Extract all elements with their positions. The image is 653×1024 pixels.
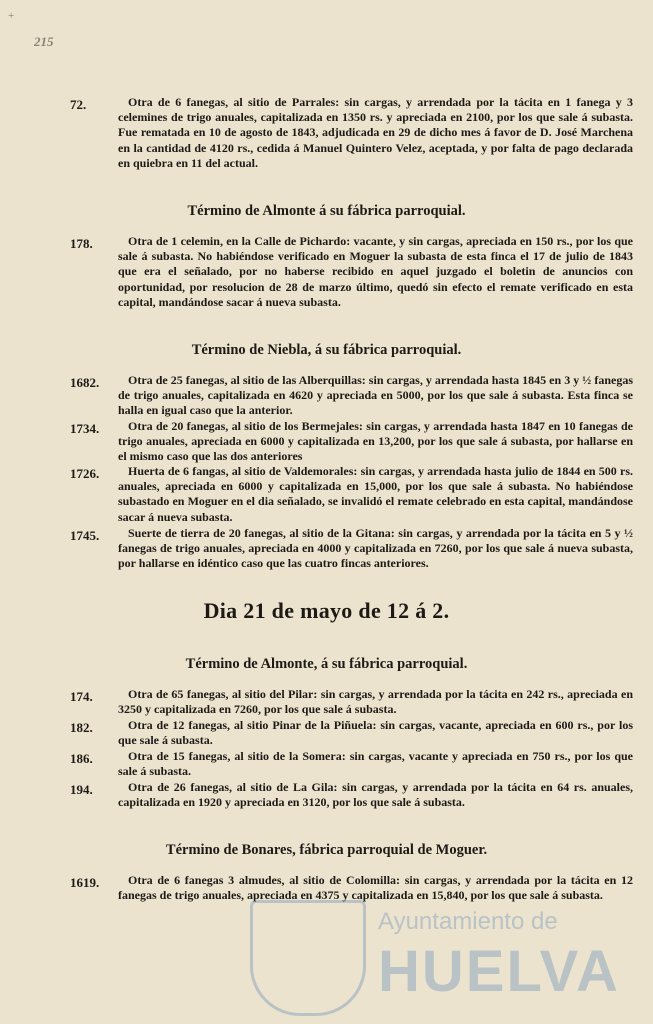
entry-text: Otra de 12 fanegas, al sitio Pinar de la Piñuela: sin cargas, vacante, apreciada en 600 rs., por los que sale á subasta.: [118, 718, 633, 748]
entry-number: 178.: [70, 236, 93, 251]
entry-number: 1745.: [70, 528, 100, 543]
entry-text: Otra de 6 fanegas 3 almudes, al sitio de Colomilla: sin cargas, y arrendada por la tácita en 12 fanegas de trigo anuales, apreciada en 4375 y capitalizada en 15,840, por los que sale á subasta.: [118, 873, 633, 903]
entry-text: Huerta de 6 fangas, al sitio de Valdemorales: sin cargas, y arrendada hasta julio de 1844 en 500 rs. anuales, apreciada en 6000 y capitalizada en 15,000, por los que sale á subasta. No habiéndose subastado en Moguer en el dia señalado, se invalidó el remate celebrado en esta capital, mandándose sacar á nueva subasta.: [118, 464, 633, 524]
day-heading: Dia 21 de mayo de 12 á 2.: [203, 598, 450, 623]
section-heading: Término de Bonares, fábrica parroquial de Moguer.: [165, 842, 488, 858]
watermark-line1: Ayuntamiento de: [378, 908, 558, 935]
handwritten-page-number: 215: [34, 34, 54, 49]
section-heading: Término de Niebla, á su fábrica parroquial.: [191, 342, 462, 358]
entry-number: 182.: [70, 720, 93, 735]
entry-text: Otra de 65 fanegas, al sitio del Pilar: sin cargas, y arrendada por la tácita en 242 rs., apreciada en 3250 y capitalizada en 7260, por los que sale á subasta.: [118, 687, 633, 717]
entry-number: 194.: [70, 782, 93, 797]
entry-text: Otra de 25 fanegas, al sitio de las Alberquillas: sin cargas, y arrendada hasta 1845 en 3 y ½ fanegas de trigo anuales, capitalizada en 4620 y apreciada en 5000, por los que sale á subasta. Esta finca se halla en igual caso que la anterior.: [118, 373, 633, 418]
shield-icon: [250, 900, 366, 1016]
entry-text: Otra de 26 fanegas, al sitio de La Gila: sin cargas, y arrendada por la tácita en 64 rs. anuales, capitalizada en 1920 y apreciada en 3120, por los que sale á subasta.: [118, 780, 633, 810]
entry-number: 1734.: [70, 421, 100, 436]
entry-text: Otra de 15 fanegas, al sitio de la Somera: sin cargas, vacante y apreciada en 750 rs., por los que sale á subasta.: [118, 749, 633, 779]
entry-number: 72.: [70, 97, 87, 112]
entry-number: 1619.: [70, 875, 100, 890]
entry-text: Suerte de tierra de 20 fanegas, al sitio de la Gitana: sin cargas, y arrendada por la tácita en 5 y ½ fanegas de trigo anuales, apreciada en 4000 y capitalizada en 7260, por los que sale á nueva subasta, por hallarse en idéntico caso que las cuatro fincas anteriores.: [118, 526, 633, 571]
entry-number: 1682.: [70, 375, 100, 390]
section-heading: Término de Almonte á su fábrica parroquial.: [187, 203, 466, 219]
archive-watermark: [250, 900, 630, 1010]
entry-text: Otra de 6 fanegas, al sitio de Parrales: sin cargas, y arrendada por la tácita en 1 fanega y 3 celemines de trigo anuales, capitalizada en 1350 rs. y apreciada en 2100, por los que sale á subasta. Fue rematada en 10 de agosto de 1843, adjudicada en 29 de dicho mes á favor de D. José Marchena en la cantidad de 4120 rs., cedida á Manuel Quintero Velez, aceptada, y por falta de pago declarada en quiebra en 11 del actual.: [118, 95, 633, 170]
corner-mark: +: [8, 10, 15, 22]
section-heading: Término de Almonte, á su fábrica parroquial.: [185, 656, 468, 672]
entry-text: Otra de 20 fanegas, al sitio de los Bermejales: sin cargas, y arrendada hasta 1847 en 10 fanegas de trigo anuales, apreciada en 6000 y capitalizada en 13,200, por los que sale á subasta, por hallarse en el mismo caso que las dos anteriores: [118, 419, 633, 464]
entry-number: 174.: [70, 689, 93, 704]
entry-number: 186.: [70, 751, 93, 766]
watermark-line2: HUELVA: [378, 939, 620, 1004]
entry-text: Otra de 1 celemin, en la Calle de Pichardo: vacante, y sin cargas, apreciada en 150 rs., por los que sale á subasta. No habiéndose verificado en Moguer la subasta de esta finca el 17 de julio de 1843 que era el señalado, por no haberse recibido en aquel juzgado el boletin de anuncios con oportunidad, por resolucion de 28 de marzo último, quedó sin efecto el remate verificado en esta capital, mandándose sacar á nueva subasta.: [118, 234, 633, 309]
entry-number: 1726.: [70, 466, 100, 481]
